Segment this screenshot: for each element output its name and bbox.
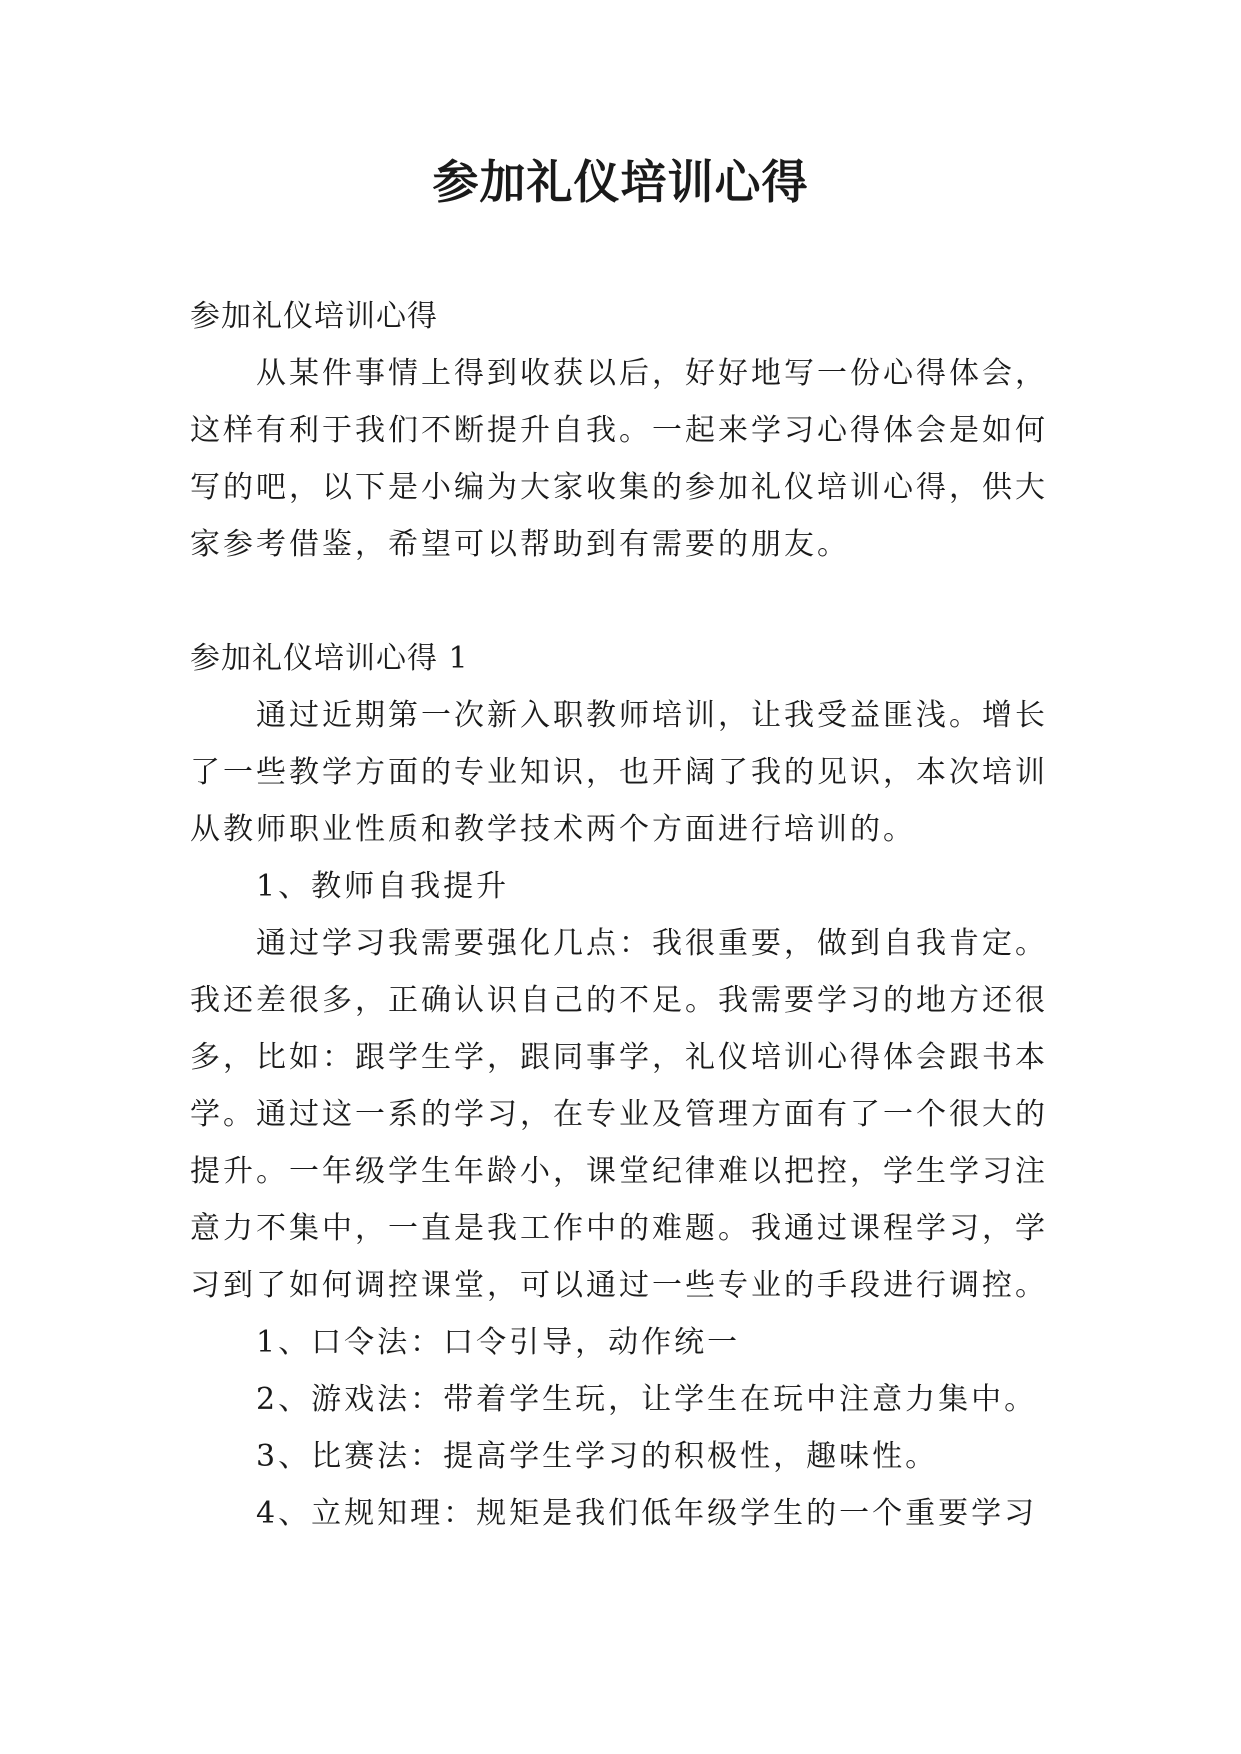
list-item-2: 2、游戏法：带着学生玩，让学生在玩中注意力集中。 bbox=[256, 1382, 1038, 1417]
list-item-1: 1、口令法：口令引导，动作统一 bbox=[256, 1325, 741, 1360]
document-title: 参加礼仪培训心得 bbox=[432, 155, 809, 209]
section-1-paragraph-2: 通过学习我需要强化几点：我很重要，做到自我肯定。我还差很多，正确认识自己的不足。我需要学习的地方还很多，比如：跟学生学，跟同事学，礼仪培训心得体会跟书本学。通过这一系的学习，在专业及管理方面有了一个很大的提升。一年级学生年龄小，课堂纪律难以把控，学生学习注意力不集中，一直是我工作中的难题。我通过课程学习，学习到了如何调控课堂，可以通过一些专业的手段进行调控。 bbox=[190, 926, 1048, 1303]
document-body bbox=[190, 288, 1070, 1542]
intro-heading: 参加礼仪培训心得 bbox=[190, 299, 438, 334]
section-1-heading: 参加礼仪培训心得 1 bbox=[190, 641, 469, 676]
list-item-4: 4、立规知理：规矩是我们低年级学生的一个重要学习 bbox=[256, 1496, 1038, 1531]
list-item-3: 3、比赛法：提高学生学习的积极性，趣味性。 bbox=[256, 1439, 939, 1474]
intro-paragraph: 从某件事情上得到收获以后，好好地写一份心得体会，这样有利于我们不断提升自我。一起来学习心得体会是如何写的吧，以下是小编为大家收集的参加礼仪培训心得，供大家参考借鉴，希望可以帮助到有需要的朋友。 bbox=[190, 356, 1048, 562]
section-1-paragraph-1: 通过近期第一次新入职教师培训，让我受益匪浅。增长了一些教学方面的专业知识，也开阔了我的见识，本次培训从教师职业性质和教学技术两个方面进行培训的。 bbox=[190, 698, 1048, 847]
section-1-subheading: 1、教师自我提升 bbox=[256, 869, 510, 904]
